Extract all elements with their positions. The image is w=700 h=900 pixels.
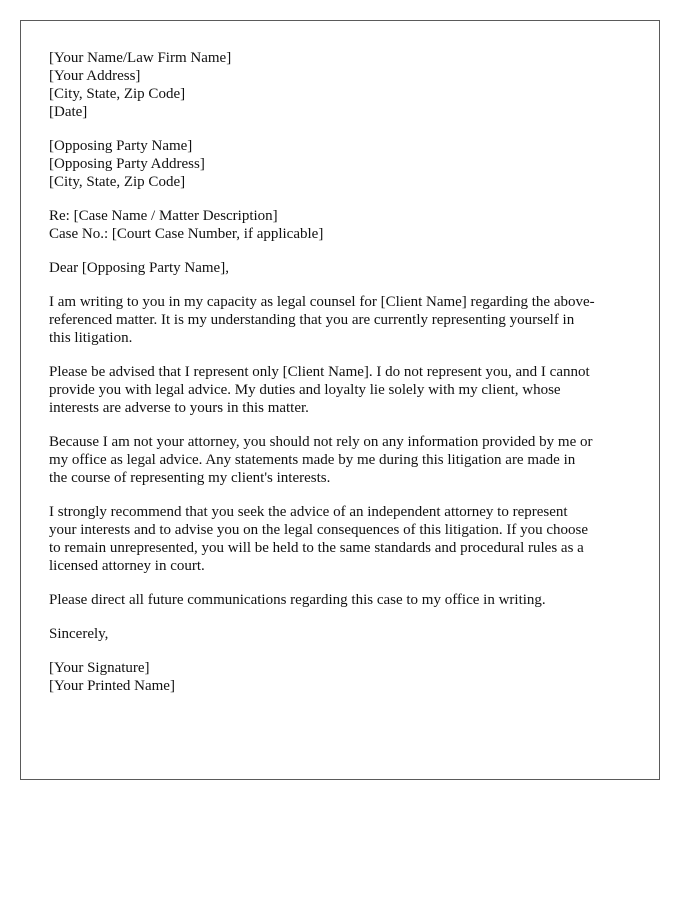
closing-text: Sincerely, bbox=[49, 626, 109, 642]
paragraph-2 bbox=[49, 363, 637, 417]
signature-line: [Your Signature] bbox=[49, 660, 150, 676]
recipient-block bbox=[49, 137, 637, 191]
salutation bbox=[49, 259, 637, 277]
paragraph-line: provide you with legal advice. My duties and loyalty lie solely with my client, whose bbox=[49, 382, 561, 398]
letter-date: [Date] bbox=[49, 104, 88, 120]
paragraph-line: Please be advised that I represent only [Client Name]. I do not represent you, and I cannot bbox=[49, 364, 590, 380]
paragraph-line: referenced matter. It is my understanding that you are currently representing yourself in bbox=[49, 312, 575, 328]
recipient-name: [Opposing Party Name] bbox=[49, 138, 193, 154]
paragraph-3 bbox=[49, 433, 637, 487]
letter-page bbox=[20, 20, 660, 780]
sender-city-state-zip: [City, State, Zip Code] bbox=[49, 86, 186, 102]
paragraph-line: I strongly recommend that you seek the advice of an independent attorney to represent bbox=[49, 504, 568, 520]
paragraph-line: to remain unrepresented, you will be held to the same standards and procedural rules as a bbox=[49, 540, 584, 556]
sender-name: [Your Name/Law Firm Name] bbox=[49, 50, 232, 66]
paragraph-line: interests are adverse to yours in this matter. bbox=[49, 400, 309, 416]
sender-address: [Your Address] bbox=[49, 68, 141, 84]
salutation-text: Dear [Opposing Party Name], bbox=[49, 260, 229, 276]
paragraph-1 bbox=[49, 293, 637, 347]
closing bbox=[49, 625, 637, 643]
paragraph-4 bbox=[49, 503, 637, 575]
paragraph-line: your interests and to advise you on the legal consequences of this litigation. If you choose bbox=[49, 522, 589, 538]
paragraph-line: this litigation. bbox=[49, 330, 133, 346]
printed-name-line: [Your Printed Name] bbox=[49, 678, 175, 694]
paragraph-line: licensed attorney in court. bbox=[49, 558, 205, 574]
case-number-line: Case No.: [Court Case Number, if applicable] bbox=[49, 226, 324, 242]
paragraph-line: Please direct all future communications regarding this case to my office in writing. bbox=[49, 592, 546, 608]
paragraph-line: I am writing to you in my capacity as legal counsel for [Client Name] regarding the above- bbox=[49, 294, 595, 310]
letter-content bbox=[49, 49, 637, 711]
paragraph-5 bbox=[49, 591, 637, 609]
signature-block bbox=[49, 659, 637, 695]
recipient-city-state-zip: [City, State, Zip Code] bbox=[49, 174, 186, 190]
paragraph-line: the course of representing my client's interests. bbox=[49, 470, 331, 486]
paragraph-line: Because I am not your attorney, you should not rely on any information provided by me or bbox=[49, 434, 593, 450]
sender-block bbox=[49, 49, 637, 121]
re-line: Re: [Case Name / Matter Description] bbox=[49, 208, 278, 224]
recipient-address: [Opposing Party Address] bbox=[49, 156, 205, 172]
reference-block bbox=[49, 207, 637, 243]
paragraph-line: my office as legal advice. Any statements made by me during this litigation are made in bbox=[49, 452, 576, 468]
